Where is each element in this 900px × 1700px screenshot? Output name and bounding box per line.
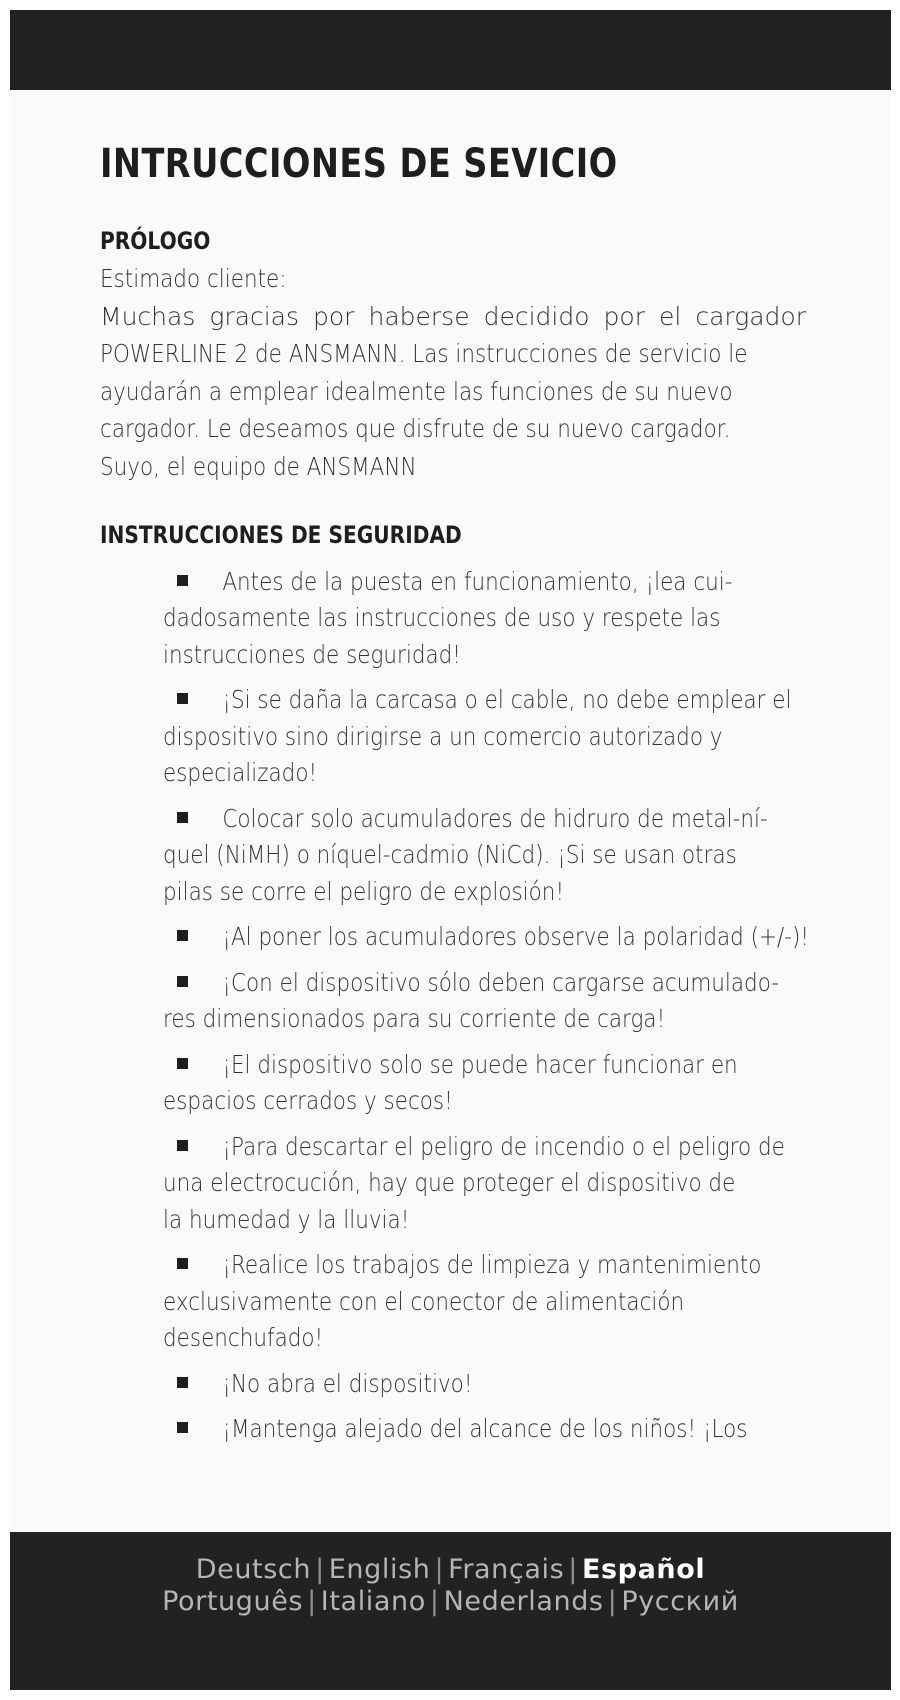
safety-item-line: una electrocución, hay que proteger el dispositivo de [163,1168,736,1198]
safety-item [163,1247,869,1357]
language-link-5[interactable]: Italiano [320,1586,426,1617]
safety-item [163,919,869,956]
language-link-6[interactable]: Nederlands [443,1586,604,1617]
safety-list [163,564,869,1448]
prologue-text [100,260,806,486]
prologue-heading: PRÓLOGO [100,227,211,255]
safety-item [163,564,869,674]
prologue-line: cargador. Le deseamos que disfrute de su nuevo cargador. [100,414,731,444]
language-separator: | [429,1586,440,1617]
safety-item [163,682,869,792]
page [10,10,891,1690]
safety-item [163,1411,869,1448]
safety-item-line: quel (NiMH) o níquel-cadmio (NiCd). ¡Si se usan otras [163,840,737,870]
document-title: INTRUCCIONES DE SEVICIO [100,141,618,187]
safety-item-line: res dimensionados para su corriente de carga! [163,1004,666,1034]
language-row [10,1554,891,1585]
prologue-line: Estimado cliente: [100,264,287,293]
safety-item-line: desenchufado! [163,1323,324,1353]
language-footer [10,1532,891,1690]
content [100,140,870,1457]
language-link-4[interactable]: Português [162,1586,304,1617]
safety-item [163,1047,869,1120]
safety-item-line: espacios cerrados y secos! [163,1086,453,1116]
safety-item-line: ¡Con el dispositivo sólo deben cargarse acumulado- [222,967,780,997]
language-separator: | [607,1586,618,1617]
language-row [10,1586,891,1617]
safety-item-line: instrucciones de seguridad! [163,639,461,669]
language-separator: | [568,1554,578,1585]
safety-item-line: dadosamente las instrucciones de uso y respete las [163,603,721,633]
safety-item-line: especializado! [163,758,318,788]
language-link-0[interactable]: Deutsch [195,1554,312,1585]
safety-item [163,1366,869,1403]
safety-item-line: dispositivo sino dirigirse a un comercio autorizado y [163,721,723,751]
language-link-1[interactable]: English [328,1554,431,1585]
prologue-line: POWERLINE 2 de ANSMANN. Las instrucciones de servicio le [100,339,748,369]
top-bar [10,10,891,90]
safety-item-line: ¡Realice los trabajos de limpieza y mantenimiento [222,1250,762,1280]
safety-item-line: la humedad y la lluvia! [163,1204,410,1234]
language-link-2[interactable]: Français [448,1554,565,1585]
safety-item-line: ¡El dispositivo solo se puede hacer funcionar en [222,1049,738,1079]
prologue-line: ayudarán a emplear idealmente las funciones de su nuevo [100,376,733,406]
safety-item [163,965,869,1038]
safety-item-line: ¡No abra el dispositivo! [222,1368,473,1398]
safety-item-line: exclusivamente con el conector de alimentación [163,1286,685,1316]
prologue-line: Suyo, el equipo de ANSMANN [100,451,417,481]
safety-item-line: Antes de la puesta en funcionamiento, ¡lea cui- [222,566,733,596]
language-separator: | [315,1554,325,1585]
safety-item-line: ¡Si se daña la carcasa o el cable, no debe emplear el [222,685,792,715]
safety-item-line: ¡Mantenga alejado del alcance de los niños! ¡Los [222,1414,748,1444]
safety-heading: INSTRUCCIONES DE SEGURIDAD [100,520,462,549]
prologue-line: Muchas gracias por haberse decidido por el cargador [100,301,806,331]
safety-item-line: ¡Para descartar el peligro de incendio o el peligro de [222,1131,785,1161]
safety-item [163,1129,869,1239]
safety-item-line: ¡Al poner los acumuladores observe la polaridad (+/-)! [222,922,810,952]
language-separator: | [434,1554,445,1585]
language-separator: | [307,1586,317,1617]
language-link-7[interactable]: Русский [621,1586,739,1617]
safety-item-line: pilas se corre el peligro de explosión! [163,876,565,906]
safety-item [163,801,869,911]
language-link-3[interactable]: Español [581,1554,706,1585]
safety-item-line: Colocar solo acumuladores de hidruro de metal-ní- [222,803,768,833]
